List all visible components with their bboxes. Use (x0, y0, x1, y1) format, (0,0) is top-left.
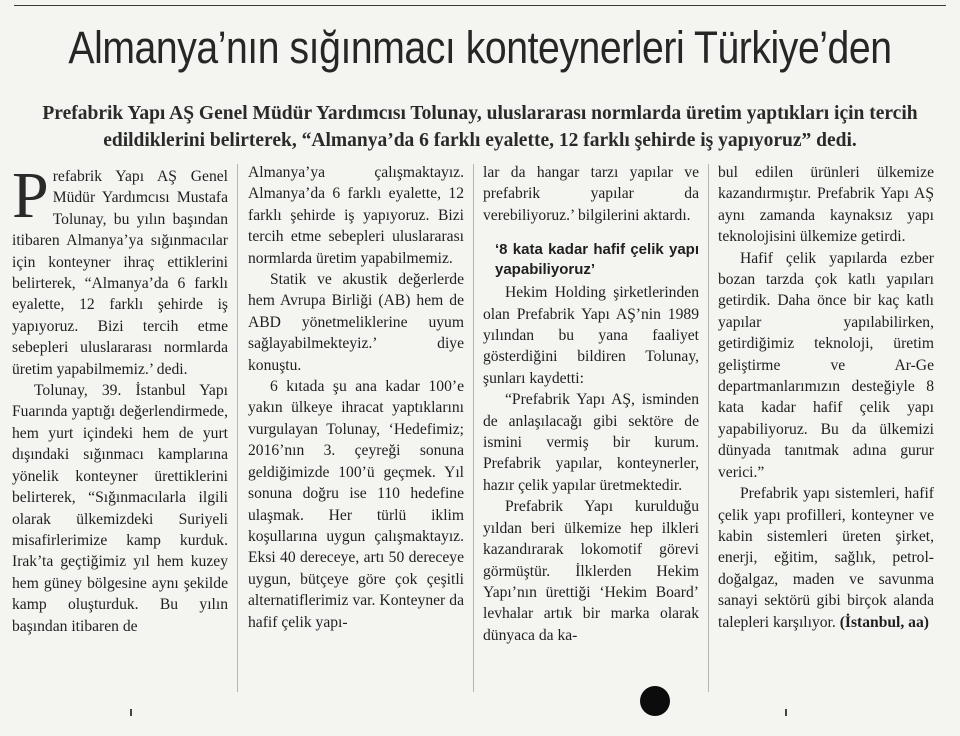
column-4 (718, 162, 934, 633)
paragraph: “Prefabrik Yapı AŞ, isminden de anlaşılacağı gibi sektöre de ismini vermiş bir kurum. Prefabrik yapılar, konteynerler, hazır çelik yapılar üretmektedir. (483, 391, 699, 494)
section-heading: ‘8 kata kadar hafif çelik yapı yapabiliyoruz’ (495, 241, 699, 279)
drop-cap: P (12, 159, 49, 232)
source-tag: (İstanbul, aa) (839, 613, 929, 631)
paragraph: Tolunay, 39. İstanbul Yapı Fuarında yaptığı değerlendirmede, hem yurt içindeki hem de yurt dışındaki sığınmacı kamplarına yönelik konteyner ürettiklerini belirterek, “Sığınmacılarla ilgili olarak ülkemizdeki Suriyeli misafirlerimize kamp kurduk. Irak’ta geçtiğimiz yıl hem kuzey hem güney bölgesine aynı şekilde kamp oluşturduk. Bu yılın başından itibaren de (12, 382, 228, 635)
paragraph: Hekim Holding şirketlerinden olan Prefabrik Yapı AŞ’nin 1989 yılından bu yana faaliyet gösterdiğini bildiren Tolunay, şunları kaydetti: (483, 284, 699, 387)
paragraph: Hafif çelik yapılarda ezber bozan tarzda çok katlı yapıları getirdik. Daha önce bir kaç katlı yapılar yapılabilirken, getirdiğimiz teknoloji, üretim geliştirme ve Ar-Ge departmanlarımızın desteğiyle 8 kata kadar hafif çelik yapı yapabiliyoruz. Bu da ülkemizi dünyada tanıtmak adına gurur verici.” (718, 249, 934, 481)
paragraph: lar da hangar tarzı yapılar ve prefabrik yapılar da verebiliyoruz.’ bilgilerini aktardı. (483, 164, 699, 224)
column-1 (12, 159, 228, 637)
paragraph: 6 kıtada şu ana kadar 100’e yakın ülkeye ihracat yaptıklarını vurgulayan Tolunay, ‘Hedefimiz; 2016’nın 3. çeyreği sonuna geldiğimizde 100’ü geçmek. Yıl sonuna doğru ise 110 hedefine ulaşmak. Her türlü iklim koşullarına uygun çalışmaktayız. Eksi 40 dereceye, artı 50 dereceye uygun, bütçeye göre çok çeşitli alternatiflerimiz var. Konteyner da hafif çelik yapı- (248, 378, 464, 631)
paragraph (12, 159, 228, 380)
scan-mark (640, 686, 670, 716)
scan-tick (130, 709, 132, 716)
paragraph: Prefabrik Yapı kurulduğu yıldan beri ülkemize hep ilkleri kazandırarak lokomotif görevi görmüştür. İlklerden Hekim Yapı’nın ürettiği ‘Hekim Board’ levhalar artık bir marka olarak dünyaca da ka- (483, 498, 699, 644)
headline: Almanya’nın sığınmacı konteynerleri Türkiye’den (68, 22, 892, 73)
column-divider (473, 164, 474, 692)
column-3 (483, 162, 699, 646)
column-2 (248, 162, 464, 633)
column-divider (708, 164, 709, 692)
top-rule (14, 5, 946, 6)
scan-tick (785, 709, 787, 716)
paragraph-text: refabrik Yapı AŞ Genel Müdür Yardımcısı Mustafa Tolunay, bu yılın başından itibaren Almanya’ya sığınmacılar için konteyner ihraç ettiklerini belirterek, “Almanya’da 6 farklı eyalette, 12 farklı şehirde iş yapıyoruz. Bizi tercih etme sebepleri uluslararası normlarda üretim yapabilmemiz.’ dedi. (12, 168, 228, 378)
paragraph (718, 483, 934, 633)
subheadline: Prefabrik Yapı AŞ Genel Müdür Yardımcısı Tolunay, uluslararası normlarda üretim yaptıkları için tercih edildiklerini belirterek, “Almanya’da 6 farklı eyalette, 12 farklı şehirde iş yapıyoruz” dedi. (42, 103, 918, 151)
paragraph: bul edilen ürünleri ülkemize kazandırmıştır. Prefabrik Yapı AŞ aynı zamanda kaynaksız yapı teknolojisini ülkemize getirdi. (718, 164, 934, 246)
paragraph: Almanya’ya çalışmaktayız. Almanya’da 6 farklı eyalette, 12 farklı şehirde iş yapıyoruz. Bizi tercih etme sebepleri uluslararası normlarda üretim yapabilmemiz. (248, 164, 464, 267)
paragraph: Statik ve akustik değerlerde hem Avrupa Birliği (AB) hem de ABD yönetmeliklerine uyum sağlayabilmekteyiz.’ diye konuştu. (248, 271, 464, 374)
paragraph-text: Prefabrik yapı sistemleri, hafif çelik yapı profilleri, konteyner ve kabin sistemleri üreten şirket, enerji, eğitim, sağlık, petrol-doğalgaz, maden ve savunma sanayi sektörü gibi birçok alanda talepleri karşılıyor. (718, 485, 934, 631)
column-divider (237, 164, 238, 692)
